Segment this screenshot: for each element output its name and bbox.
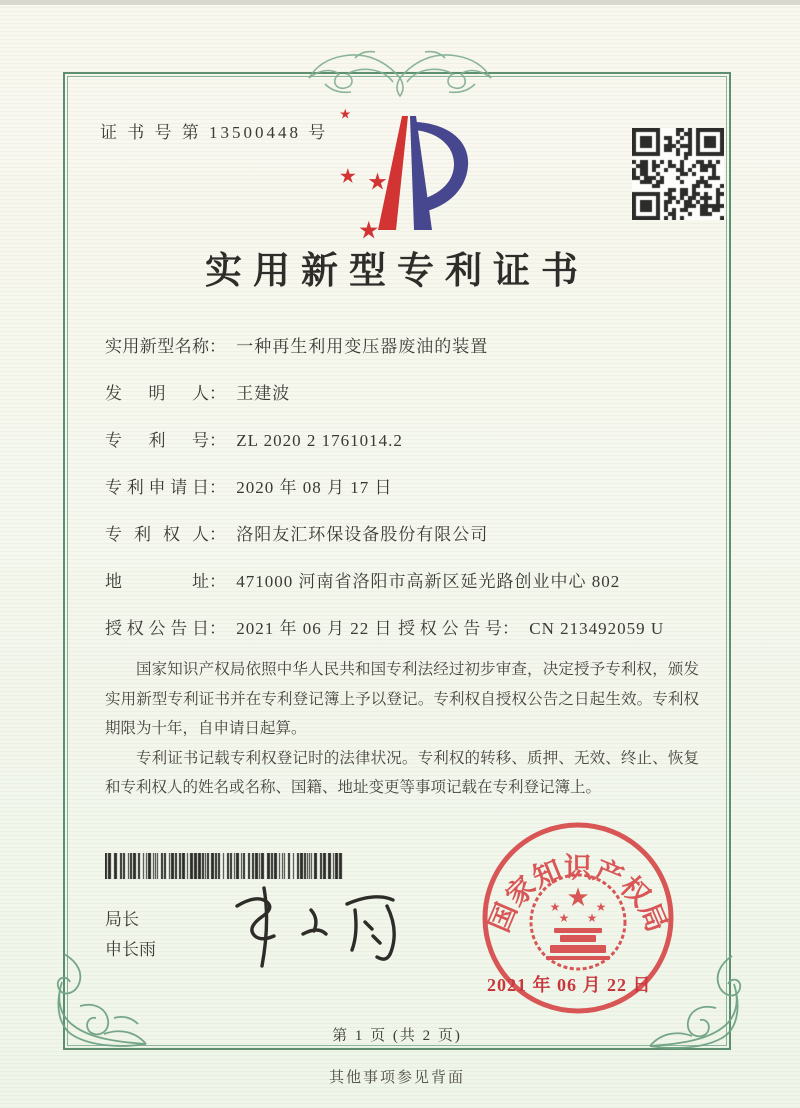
legal-paragraph-2: 专利证书记载专利权登记时的法律状况。专利权的转移、质押、无效、终止、恢复和专利权人的姓名或名称、国籍、地址变更等事项记载在专利登记簿上。 xyxy=(105,749,699,796)
field-label: 专利申请日 xyxy=(105,478,209,497)
field-label: 发明人 xyxy=(105,384,209,403)
svg-text:★: ★ xyxy=(586,911,598,925)
field-label: 实用新型名称 xyxy=(105,337,209,356)
field-label: 专利权人 xyxy=(105,525,209,544)
qr-code xyxy=(632,128,724,220)
seal-ring-text: 国家知识产权局 xyxy=(484,853,672,937)
field-label: 专利号 xyxy=(105,431,209,450)
certificate-number: 证 书 号 第 13500448 号 xyxy=(100,123,329,142)
field-row-patentee: 专利权人： 洛阳友汇环保设备股份有限公司 xyxy=(105,525,489,544)
field-value: 471000 河南省洛阳市高新区延光路创业中心 802 xyxy=(236,572,621,591)
legal-text xyxy=(105,655,699,803)
page-number: 第 1 页 (共 2 页) xyxy=(332,1028,462,1044)
svg-text:★: ★ xyxy=(549,900,561,914)
field-value: ZL 2020 2 1761014.2 xyxy=(236,431,403,450)
grant-date-label: 授权公告日 xyxy=(105,619,209,638)
grant-number-value: CN 213492059 U xyxy=(529,619,665,638)
certificate-title: 实用新型专利证书 xyxy=(205,251,589,292)
director-name: 申长雨 xyxy=(105,940,156,959)
field-row-utility-model-name: 实用新型名称： 一种再生利用变压器废油的装置 xyxy=(105,337,489,356)
field-row-grant: 授权公告日： 2021 年 06 月 22 日 授权公告号： CN 213492059 U xyxy=(105,619,665,638)
director-block xyxy=(105,905,156,965)
field-value: 一种再生利用变压器废油的装置 xyxy=(236,337,489,356)
field-row-inventor: 发明人： 王建波 xyxy=(105,384,291,403)
barcode xyxy=(105,853,345,879)
director-signature xyxy=(215,880,415,980)
cnipa-logo xyxy=(330,108,480,244)
field-label: 地址 xyxy=(105,572,209,591)
seal-date: 2021 年 06 月 22 日 xyxy=(487,975,652,995)
field-row-address: 地址： 471000 河南省洛阳市高新区延光路创业中心 802 xyxy=(105,572,621,591)
grant-date-value: 2021 年 06 月 22 日 xyxy=(236,619,393,638)
field-row-filing-date: 专利申请日： 2020 年 08 月 17 日 xyxy=(105,478,393,497)
certificate-fields xyxy=(105,338,705,667)
svg-text:★: ★ xyxy=(558,911,570,925)
scan-edge-shadow xyxy=(0,0,800,5)
back-side-note: 其他事项参见背面 xyxy=(328,1070,465,1086)
grant-number-group: 授权公告号： CN 213492059 U xyxy=(398,619,665,638)
field-value: 2020 年 08 月 17 日 xyxy=(236,478,393,497)
field-value: 王建波 xyxy=(236,384,291,403)
svg-text:★: ★ xyxy=(595,900,607,914)
logo-stars xyxy=(340,108,386,239)
field-value: 洛阳友汇环保设备股份有限公司 xyxy=(236,525,489,544)
svg-text:★: ★ xyxy=(566,883,590,913)
director-title: 局长 xyxy=(105,910,139,929)
field-row-patent-number: 专利号： ZL 2020 2 1761014.2 xyxy=(105,431,403,450)
legal-paragraph-1: 国家知识产权局依照中华人民共和国专利法经过初步审查，决定授予专利权，颁发实用新型专利证书并在专利登记簿上予以登记。专利权自授权公告之日起生效。专利权期限为十年，自申请日起算。 xyxy=(105,661,699,737)
grant-number-label: 授权公告号 xyxy=(398,619,502,638)
